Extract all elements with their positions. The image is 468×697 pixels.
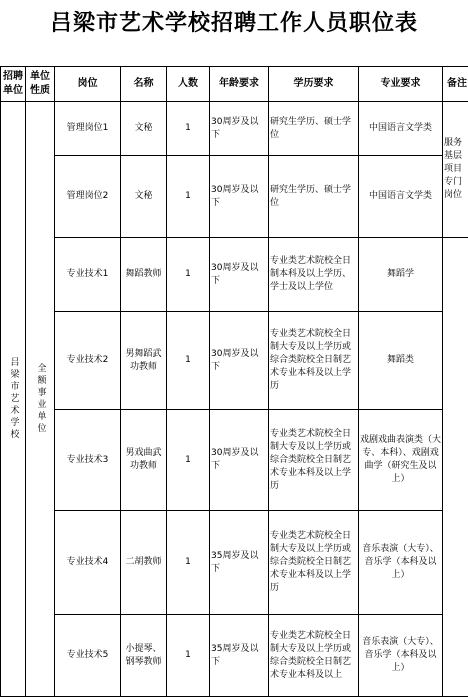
age-cell: 35周岁及以下 [210,615,269,697]
count-cell: 1 [167,238,210,312]
major-cell: 中国语言文学类 [359,156,443,238]
header-major: 专业要求 [359,67,443,102]
notes-empty-cell [443,238,468,697]
age-cell: 30周岁及以下 [210,102,269,156]
header-education: 学历要求 [269,67,359,102]
count-cell: 1 [167,615,210,697]
age-cell: 35周岁及以下 [210,511,269,615]
header-position: 岗位 [55,67,121,102]
name-cell: 二胡教师 [121,511,167,615]
major-cell: 戏剧戏曲表演类（大专、本科）、戏剧戏曲学（研究生及以上） [359,410,443,511]
major-cell: 舞蹈类 [359,312,443,410]
table-row [1,238,468,312]
count-cell: 1 [167,156,210,238]
count-cell: 1 [167,410,210,511]
age-cell: 30周岁及以下 [210,312,269,410]
major-cell: 音乐表演（大专）、音乐学（本科及以上） [359,511,443,615]
position-cell: 专业技术5 [55,615,121,697]
table-row [1,156,468,238]
table-row [1,312,468,410]
position-cell: 管理岗位2 [55,156,121,238]
education-cell: 专业类艺术院校全日制大专及以上学历或综合类院校全日制艺术专业本科及以上学历 [269,312,359,410]
major-cell: 中国语言文学类 [359,102,443,156]
education-cell: 专业类艺术院校全日制大专及以上学历或综合类院校全日制艺术专业本科及以上学历 [269,511,359,615]
education-cell: 研究生学历、硕士学位 [269,102,359,156]
count-cell: 1 [167,102,210,156]
count-cell: 1 [167,312,210,410]
name-cell: 文秘 [121,156,167,238]
header-notes: 备注 [443,67,468,102]
age-cell: 30周岁及以下 [210,238,269,312]
table-row [1,102,468,156]
table-row [1,410,468,511]
header-name: 名称 [121,67,167,102]
header-count: 人数 [167,67,210,102]
page-title: 吕梁市艺术学校招聘工作人员职位表 [0,6,468,40]
position-cell: 专业技术3 [55,410,121,511]
name-cell: 小提琴、钢琴教师 [121,615,167,697]
nature-cell: 全额事业单位 [26,102,55,697]
header-unit: 招聘单位 [1,67,26,102]
age-cell: 30周岁及以下 [210,156,269,238]
age-cell: 30周岁及以下 [210,410,269,511]
count-cell: 1 [167,511,210,615]
notes-cell: 服务基层项目专门岗位 [443,102,468,238]
table-row [1,511,468,615]
header-row [1,67,468,102]
header-age: 年龄要求 [210,67,269,102]
education-cell: 研究生学历、硕士学位 [269,156,359,238]
table-row [1,615,468,697]
major-cell: 音乐表演（大专）、音乐学（本科及以上） [359,615,443,697]
name-cell: 舞蹈教师 [121,238,167,312]
position-table [0,66,468,697]
unit-cell: 吕梁市艺术学校 [1,102,26,697]
name-cell: 男舞蹈武功教师 [121,312,167,410]
position-cell: 管理岗位1 [55,102,121,156]
name-cell: 男戏曲武功教师 [121,410,167,511]
education-cell: 专业类艺术院校全日制大专及以上学历或综合类院校全日制艺术专业本科及以上 [269,615,359,697]
header-nature: 单位性质 [26,67,55,102]
position-cell: 专业技术4 [55,511,121,615]
major-cell: 舞蹈学 [359,238,443,312]
position-cell: 专业技术1 [55,238,121,312]
name-cell: 文秘 [121,102,167,156]
education-cell: 专业类艺术院校全日制本科及以上学历、学士及以上学位 [269,238,359,312]
education-cell: 专业类艺术院校全日制大专及以上学历或综合类院校全日制艺术专业本科及以上学历 [269,410,359,511]
position-cell: 专业技术2 [55,312,121,410]
